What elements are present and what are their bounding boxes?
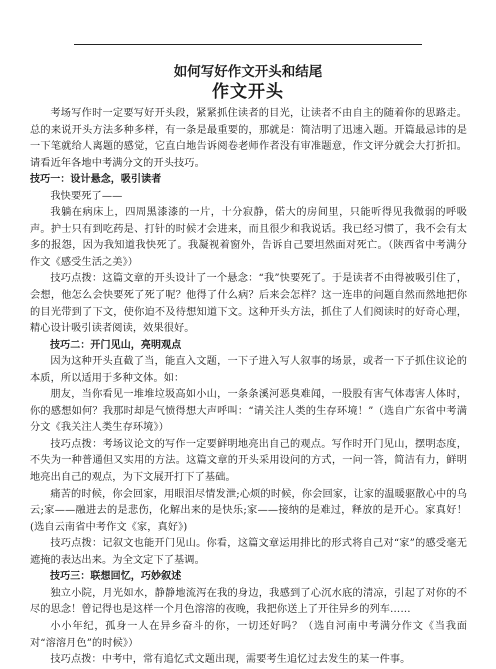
tip1-paragraph: 技巧点拨：这篇文章的开头设计了一个悬念：“我”快要死了。于是读者不由得被吸引住了，会想，他怎么会快要死了死了呢？他得了什么病？后来会怎样？这一连串的问题自然而然地把你的目光带到了下文，使你迫不及待想知道下文。这种开头方法，抓住了人们阅读时的好奇心理，精心设计吸引读者阅读，效果很好。 [30,273,467,335]
tip1-heading: 技巧一：设计悬念，吸引读者 [30,174,162,186]
tip3-heading: 技巧三：联想回忆，巧妙叙述 [50,571,182,583]
intro-paragraph: 考场写作时一定要写好开头段，紧紧抓住读者的目光，让读者不由自主的随着你的思路走。总的来说开头方法多种多样，有一条是最重要的，那就是：简洁明了迅速入题。开篇最忌讳的是一下笔就给人离题的感觉，它直白地告诉阅卷老师作者没有审准题意，作文评分就会大打折扣。请看近年各地中考满分文的开头技巧。 [30,108,467,169]
tip2-heading: 技巧二：开门见山，亮明观点 [50,339,182,351]
tip1-paragraph: 我躺在病床上，四周黑漆漆的一片，十分寂静，偌大的房间里，只能听得见我微弱的呼吸声。护士只有到吃药是、打针的时候才会进来，而且很少和我说话。我已经习惯了，我不会有太多的报怨，因为我知道我快死了。我凝视着窗外，告诉自己要坦然面对死亡。（陕西省中考满分作文《感受生活之美》） [30,207,467,268]
document-title: 如何写好作文开头和结尾 [173,64,323,80]
tip2-paragraph: 技巧点拨：考场议论文的写作一定要鲜明地亮出自己的观点。写作时开门见山，摆明态度，不失为一种普通但又实用的方法。这篇文章的开头采用设问的方式，一问一答，简洁有力，鲜明地亮出自己的观点，为下文展开打下了基础。 [30,438,467,484]
tip1-paragraph: 我快要死了—— [50,190,123,202]
tip2-paragraph: 因为这种开头直截了当，能直入文题，一下子进入写人叙事的场景，或者一下子抓住议论的本质，所以适用于多种文体。如： [30,356,467,384]
tip3-paragraph: 独立小院，月光如水，静静地流泻在我的身边，我感到了心沉水底的清凉，引起了对你的不尽的思念！曾记得也是这样一个月色溶溶的夜晚，我把你送上了开往异乡的列车…… [30,587,467,616]
tip3-paragraph: 小小年纪，孤身一人在异乡奋斗的你，一切还好吗？（选自河南中考满分作文《当我面对“溶溶月色”的时候》） [30,620,467,649]
tip2-paragraph: 朋友，当你看见一堆堆垃圾高如小山，一条条溪河恶臭难闻，一股股有害气体毒害人体时，你的感想如何？我那时却是气愤得想大声呼叫：“请关注人类的生存环境！”（选自广东省中考满分文《我关注人类生存环境》） [30,389,467,434]
header-rule [74,44,422,45]
article-body [30,106,467,669]
tip2-paragraph: 技巧点拨：记叙文也能开门见山。你看，这篇文章运用排比的形式将自己对“家”的感受毫无遮掩的表达出来。为全文定下了基调。 [30,538,467,566]
tip2-paragraph: 痛苦的时候，你会回家，用眼泪尽情发泄;心烦的时候，你会回家，让家的温暖驱散心中的乌云;家——融进去的是悲伤，化解出来的是快乐;家——接纳的是难过，释放的是开心。家真好！(选自云南省中考作文《家，真好》) [30,488,467,533]
tip3-paragraph: 技巧点拨：中考中，常有追忆式文题出现，需要考生追忆过去发生的某一件事。 [50,654,411,666]
section-title: 作文开头 [212,82,284,102]
